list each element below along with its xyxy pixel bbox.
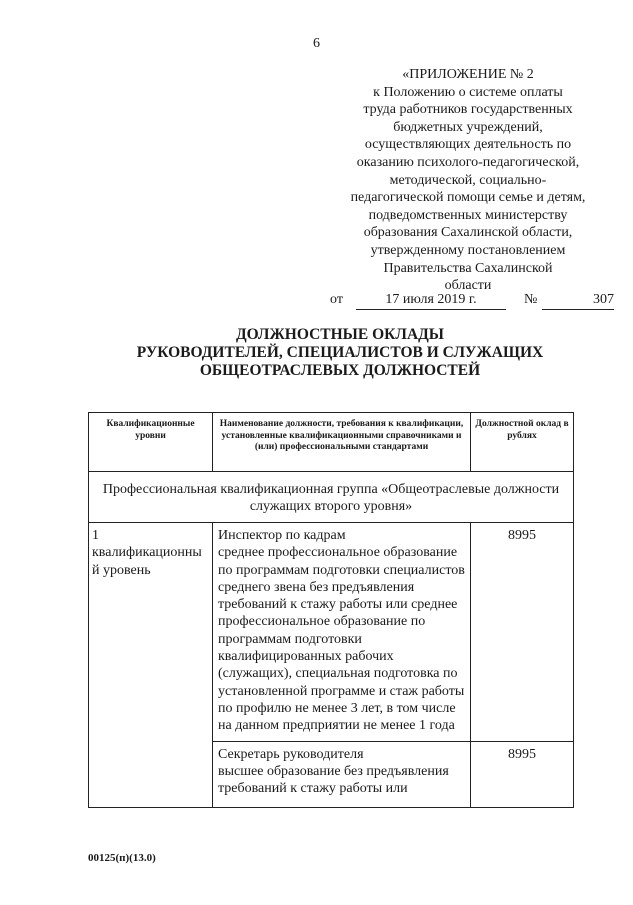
level-number: 1	[92, 528, 99, 543]
group-row	[89, 472, 574, 523]
title-line: ДОЛЖНОСТНЫЕ ОКЛАДЫ	[235, 326, 445, 343]
salary-value: 8995	[471, 523, 574, 742]
appendix-line: педагогической помощи семье и детям,	[350, 190, 586, 206]
qualification-group-title: Профессиональная квалификационная группа «Общеотраслевые должности служащих второго уровня»	[89, 472, 574, 523]
page-number: 6	[313, 36, 320, 51]
header-salary: Должностной оклад в рублях	[471, 413, 574, 472]
appendix-line: области	[444, 278, 492, 294]
order-date: 17 июля 2019 г.	[356, 291, 506, 310]
appendix-line: подведомственных министерству	[368, 207, 568, 223]
table-header-row	[89, 413, 574, 472]
level-text: квалификационный уровень	[92, 545, 202, 578]
order-number: 307	[542, 291, 614, 310]
appendix-line: осуществляющих деятельность по	[364, 137, 572, 153]
document-title	[100, 326, 580, 380]
header-qualification-levels: Квалификационные уровни	[89, 413, 213, 472]
position-cell	[213, 741, 471, 807]
position-requirements: высшее образование без предъявления требований к стажу работы или	[218, 763, 449, 797]
position-name: Секретарь руководителя	[218, 746, 364, 762]
header-position-requirements: Наименование должности, требования к квалификации, установленные квалификационными справочниками и (или) профессиональными стандартами	[213, 413, 471, 472]
salary-value: 8995	[471, 741, 574, 807]
level-cell	[89, 523, 213, 808]
title-line: РУКОВОДИТЕЛЕЙ, СПЕЦИАЛИСТОВ И СЛУЖАЩИХ	[136, 344, 544, 361]
appendix-line: к Положению о системе оплаты	[373, 84, 563, 100]
appendix-line: методической, социально-	[389, 172, 547, 188]
title-line: ОБЩЕОТРАСЛЕВЫХ ДОЛЖНОСТЕЙ	[199, 362, 481, 379]
order-from-label: от	[330, 292, 343, 307]
salary-table	[88, 412, 574, 808]
position-requirements: среднее профессиональное образование по программам подготовки специалистов среднего звена без предъявления требований к стажу работы или среднее профессиональное образование по программам подготовки квалифицированных рабочих (служащих), специальная подготовка по установленной программе и стаж работы по профилю не менее 3 лет, в том числе на данном предприятии не менее 1 года	[218, 545, 465, 734]
appendix-line: оказанию психолого-педагогической,	[356, 154, 580, 170]
appendix-title: «ПРИЛОЖЕНИЕ № 2	[402, 67, 534, 82]
appendix-line: бюджетных учреждений,	[393, 119, 543, 135]
table-row	[89, 523, 574, 742]
position-cell	[213, 523, 471, 742]
appendix-line: Правительства Сахалинской	[383, 260, 553, 276]
appendix-header	[318, 66, 618, 295]
appendix-line: утвержденному постановлением	[370, 242, 566, 258]
appendix-line: труда работников государственных	[363, 102, 573, 118]
appendix-line: образования Сахалинской области,	[363, 225, 573, 241]
order-number-label: №	[524, 292, 538, 307]
position-name: Инспектор по кадрам	[218, 528, 346, 543]
document-code: 00125(п)(13.0)	[88, 852, 156, 864]
